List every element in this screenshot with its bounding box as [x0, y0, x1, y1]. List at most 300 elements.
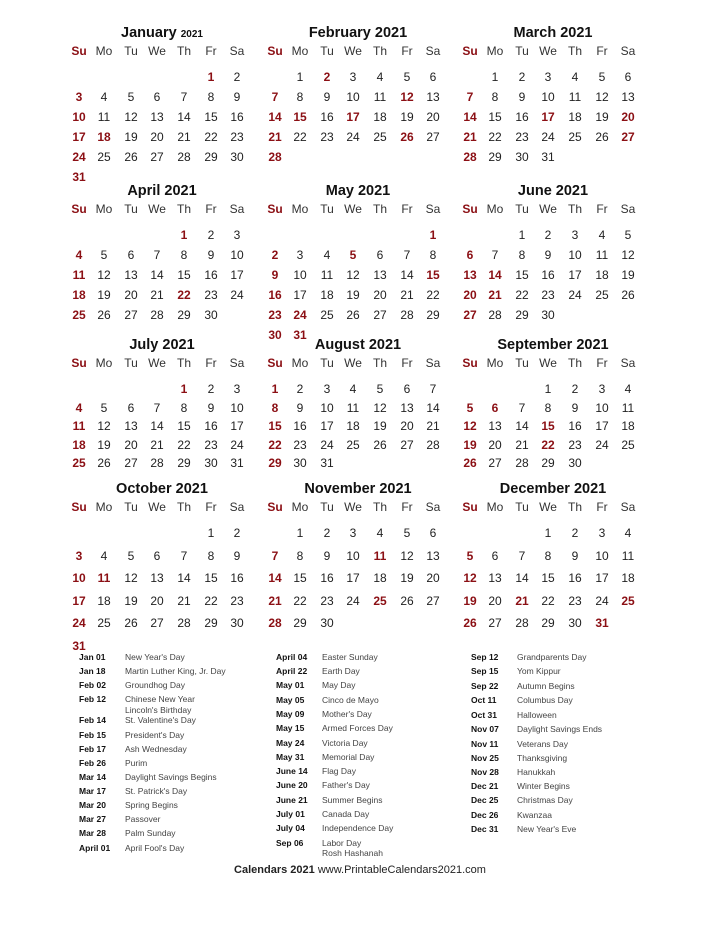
- day-cell: 14: [400, 268, 414, 282]
- day-cell: 11: [320, 268, 334, 282]
- day-cell: 11: [595, 248, 609, 262]
- day-cell: 16: [320, 110, 334, 124]
- day-cell: 24: [72, 150, 86, 164]
- month-name: February: [308, 25, 375, 41]
- day-cell: 15: [515, 268, 529, 282]
- weekday-header: Fr: [205, 500, 217, 514]
- day-cell: 17: [72, 130, 86, 144]
- holiday-date: May 05: [276, 695, 305, 705]
- month-year: 2021: [573, 481, 607, 497]
- day-cell: 16: [568, 419, 582, 434]
- day-cell: 12: [400, 90, 414, 104]
- holiday-name: April Fool's Day: [125, 843, 185, 853]
- day-cell: 29: [204, 150, 218, 164]
- month-name: July: [129, 337, 163, 353]
- weekday-header: Fr: [596, 44, 608, 58]
- day-cell: 7: [180, 90, 188, 104]
- weekday-header: Fr: [596, 500, 608, 514]
- day-cell: 26: [97, 456, 111, 471]
- month-year: 2021: [164, 183, 197, 199]
- day-cell: 3: [75, 90, 83, 104]
- weekday-header: Th: [567, 500, 582, 514]
- day-cell: 4: [75, 400, 83, 415]
- weekday-header: We: [148, 44, 166, 58]
- holiday-name: Hanukkah: [517, 767, 556, 777]
- weekday-header: Mo: [95, 356, 113, 370]
- holiday-name: Martin Luther King, Jr. Day: [125, 666, 226, 676]
- holiday-date: Oct 11: [471, 695, 497, 705]
- day-cell: 14: [515, 419, 529, 434]
- day-cell: 22: [177, 437, 191, 452]
- holiday-date: Sep 06: [276, 838, 304, 848]
- footer-label: Calendars 2021: [234, 864, 315, 876]
- day-cell: 29: [426, 308, 440, 322]
- day-cell: 19: [124, 593, 138, 608]
- day-cell: 11: [373, 90, 387, 104]
- day-cell: 18: [621, 571, 635, 586]
- weekday-header: Th: [567, 356, 582, 370]
- holiday-date: Nov 25: [471, 753, 499, 763]
- weekday-header: Su: [71, 44, 87, 58]
- day-cell: 11: [72, 268, 86, 282]
- day-cell: 6: [624, 70, 632, 84]
- day-cell: 22: [204, 593, 218, 608]
- day-cell: 28: [515, 456, 529, 471]
- day-cell: 16: [230, 571, 244, 586]
- day-cell: 23: [293, 437, 307, 452]
- holiday-name: Earth Day: [322, 666, 360, 676]
- day-cell: 8: [180, 400, 188, 415]
- day-cell: 13: [426, 90, 440, 104]
- day-cell: 15: [488, 110, 502, 124]
- day-cell: 19: [400, 571, 414, 586]
- day-cell: 26: [400, 593, 414, 608]
- weekday-header: Mo: [486, 500, 504, 514]
- day-cell: 17: [293, 288, 307, 302]
- day-cell: 12: [346, 268, 360, 282]
- holiday-name: New Year's Day: [125, 652, 185, 662]
- day-cell: 17: [346, 110, 360, 124]
- day-cell: 10: [541, 90, 555, 104]
- day-cell: 15: [541, 419, 555, 434]
- holiday-name: Spring Begins: [125, 800, 178, 810]
- day-cell: 3: [571, 228, 579, 242]
- day-cell: 28: [488, 308, 502, 322]
- holiday-date: Feb 02: [79, 680, 106, 690]
- weekday-header: Th: [176, 500, 191, 514]
- day-cell: 22: [204, 130, 218, 144]
- day-cell: 5: [624, 228, 632, 242]
- weekday-header: Su: [462, 500, 478, 514]
- weekday-header: We: [148, 356, 166, 370]
- day-cell: 20: [463, 288, 477, 302]
- day-cell: 24: [230, 288, 244, 302]
- day-cell: 23: [230, 130, 244, 144]
- day-cell: 16: [568, 571, 582, 586]
- holiday-name: Ash Wednesday: [125, 744, 187, 754]
- month-year: 2021: [162, 337, 195, 353]
- holiday-date: Nov 28: [471, 767, 499, 777]
- holiday-name: Armed Forces Day: [322, 723, 393, 733]
- weekday-header: Mo: [291, 202, 309, 216]
- day-cell: 6: [429, 526, 437, 540]
- month-title: [463, 183, 643, 199]
- day-cell: 7: [518, 400, 526, 415]
- day-cell: 19: [373, 419, 387, 434]
- weekday-header: Su: [71, 356, 87, 370]
- day-cell: 20: [124, 288, 138, 302]
- holiday-name: Labor Day: [322, 838, 362, 848]
- day-cell: 27: [621, 130, 635, 144]
- weekday-header: Th: [372, 202, 387, 216]
- day-cell: 31: [230, 456, 244, 471]
- holiday-name: Groundhog Day: [125, 680, 186, 690]
- weekday-header: Su: [462, 356, 478, 370]
- day-cell: 8: [296, 90, 304, 104]
- day-cell: 9: [518, 90, 526, 104]
- holiday-date: May 31: [276, 752, 305, 762]
- day-cell: 25: [373, 130, 387, 144]
- holiday-name: Flag Day: [322, 766, 357, 776]
- day-cell: 3: [349, 70, 357, 84]
- day-cell: 18: [72, 288, 86, 302]
- day-cell: 12: [595, 90, 609, 104]
- weekday-header: Tu: [124, 202, 138, 216]
- weekday-header: Sa: [229, 202, 245, 216]
- day-cell: 4: [323, 248, 331, 262]
- weekday-header: Su: [462, 202, 478, 216]
- day-cell: 29: [515, 308, 529, 322]
- day-cell: 3: [544, 70, 552, 84]
- weekday-header: Th: [372, 44, 387, 58]
- weekday-header: Sa: [620, 202, 636, 216]
- day-cell: 22: [177, 288, 191, 302]
- day-cell: 28: [426, 437, 440, 452]
- day-cell: 25: [568, 130, 582, 144]
- day-cell: 23: [320, 593, 334, 608]
- day-cell: 19: [97, 288, 111, 302]
- holiday-date: Dec 25: [471, 795, 499, 805]
- weekday-header: Sa: [229, 44, 245, 58]
- weekday-header: Tu: [320, 202, 334, 216]
- holiday-date: Mar 20: [79, 800, 106, 810]
- month-name: December: [499, 481, 574, 497]
- day-cell: 3: [323, 382, 331, 396]
- holiday-date: Sep 22: [471, 681, 499, 691]
- day-cell: 15: [204, 571, 218, 586]
- weekday-header: Sa: [620, 500, 636, 514]
- day-cell: 29: [293, 616, 307, 631]
- day-cell: 25: [97, 150, 111, 164]
- day-cell: 30: [230, 150, 244, 164]
- day-cell: 27: [463, 308, 477, 322]
- day-cell: 17: [230, 419, 244, 434]
- day-cell: 2: [207, 228, 215, 242]
- holiday-date: July 01: [276, 809, 305, 819]
- day-cell: 8: [180, 248, 188, 262]
- day-cell: 16: [515, 110, 529, 124]
- weekday-header: Th: [567, 44, 582, 58]
- weekday-header: Fr: [401, 500, 413, 514]
- day-cell: 4: [100, 90, 108, 104]
- day-cell: 19: [463, 437, 477, 452]
- holiday-name: Daylight Savings Ends: [517, 724, 603, 734]
- weekday-header: Sa: [620, 44, 636, 58]
- holiday-date: Mar 27: [79, 814, 106, 824]
- day-cell: 6: [127, 248, 135, 262]
- day-cell: 15: [426, 268, 440, 282]
- weekday-header: Mo: [291, 500, 309, 514]
- day-cell: 30: [204, 308, 218, 322]
- day-cell: 10: [320, 400, 334, 415]
- day-cell: 3: [349, 526, 357, 540]
- day-cell: 24: [595, 437, 609, 452]
- holiday-name: Chinese New Year: [125, 694, 195, 704]
- day-cell: 4: [376, 70, 384, 84]
- day-cell: 4: [100, 548, 108, 563]
- day-cell: 2: [233, 70, 241, 84]
- day-cell: 1: [207, 526, 215, 540]
- day-cell: 6: [491, 548, 499, 563]
- holiday-date: June 14: [276, 766, 308, 776]
- day-cell: 29: [541, 616, 555, 631]
- day-cell: 28: [177, 150, 191, 164]
- weekday-header: Tu: [124, 44, 138, 58]
- day-cell: 25: [320, 308, 334, 322]
- day-cell: 21: [515, 437, 529, 452]
- weekday-header: Su: [71, 500, 87, 514]
- day-cell: 13: [150, 571, 164, 586]
- day-cell: 25: [97, 616, 111, 631]
- day-cell: 6: [127, 400, 135, 415]
- day-cell: 13: [488, 419, 502, 434]
- day-cell: 10: [595, 400, 609, 415]
- holiday-name: Christmas Day: [517, 795, 573, 805]
- day-cell: 1: [491, 70, 499, 84]
- holiday-date: Mar 17: [79, 786, 106, 796]
- holiday-name: Summer Begins: [322, 795, 383, 805]
- day-cell: 17: [72, 593, 86, 608]
- month-title: [268, 337, 448, 353]
- holiday-date: July 04: [276, 823, 305, 833]
- day-cell: 27: [150, 150, 164, 164]
- day-cell: 7: [403, 248, 411, 262]
- day-cell: 21: [400, 288, 414, 302]
- weekday-header: Mo: [95, 202, 113, 216]
- weekday-header: Tu: [515, 202, 529, 216]
- day-cell: 24: [230, 437, 244, 452]
- day-cell: 13: [124, 268, 138, 282]
- day-cell: 19: [97, 437, 111, 452]
- weekday-header: We: [344, 44, 362, 58]
- day-cell: 15: [268, 419, 282, 434]
- day-cell: 5: [598, 70, 606, 84]
- day-cell: 12: [621, 248, 635, 262]
- day-cell: 4: [571, 70, 579, 84]
- holiday-name: Thanksgiving: [517, 753, 568, 763]
- day-cell: 1: [429, 228, 437, 242]
- day-cell: 22: [515, 288, 529, 302]
- month-year: 2021: [180, 29, 203, 40]
- day-cell: 13: [373, 268, 387, 282]
- holiday-name: Kwanzaa: [517, 810, 552, 820]
- weekday-header: Th: [176, 44, 191, 58]
- day-cell: 11: [373, 548, 387, 563]
- day-cell: 7: [271, 548, 279, 563]
- day-cell: 19: [400, 110, 414, 124]
- day-cell: 30: [568, 456, 582, 471]
- day-cell: 31: [320, 456, 334, 471]
- holiday-date: Feb 15: [79, 730, 106, 740]
- day-cell: 14: [268, 110, 282, 124]
- day-cell: 18: [72, 437, 86, 452]
- weekday-header: Fr: [205, 356, 217, 370]
- holiday-date: Feb 26: [79, 758, 106, 768]
- day-cell: 18: [621, 419, 635, 434]
- day-cell: 7: [466, 90, 474, 104]
- footer-url: www.PrintableCalendars2021.com: [317, 864, 486, 876]
- day-cell: 20: [150, 130, 164, 144]
- day-cell: 14: [150, 419, 164, 434]
- day-cell: 18: [320, 288, 334, 302]
- day-cell: 20: [150, 593, 164, 608]
- holiday-name: Winter Begins: [517, 781, 570, 791]
- day-cell: 16: [268, 288, 282, 302]
- weekday-header: Tu: [320, 44, 334, 58]
- day-cell: 12: [400, 548, 414, 563]
- holiday-name: Rosh Hashanah: [322, 848, 383, 858]
- weekday-header: Fr: [401, 356, 413, 370]
- day-cell: 21: [150, 437, 164, 452]
- day-cell: 14: [177, 110, 191, 124]
- day-cell: 12: [124, 571, 138, 586]
- day-cell: 24: [541, 130, 555, 144]
- day-cell: 10: [72, 571, 86, 586]
- month-title: [268, 481, 448, 497]
- day-cell: 29: [488, 150, 502, 164]
- day-cell: 18: [595, 268, 609, 282]
- day-cell: 10: [230, 400, 244, 415]
- weekday-header: We: [148, 202, 166, 216]
- holiday-name: May Day: [322, 680, 356, 690]
- day-cell: 25: [346, 437, 360, 452]
- day-cell: 12: [124, 110, 138, 124]
- day-cell: 10: [346, 548, 360, 563]
- day-cell: 30: [515, 150, 529, 164]
- month-title: [72, 337, 252, 353]
- day-cell: 27: [426, 593, 440, 608]
- day-cell: 23: [204, 437, 218, 452]
- day-cell: 10: [293, 268, 307, 282]
- day-cell: 8: [296, 548, 304, 563]
- weekday-header: Su: [267, 202, 283, 216]
- holiday-date: June 20: [276, 780, 308, 790]
- holiday-date: Nov 07: [471, 724, 499, 734]
- day-cell: 13: [488, 571, 502, 586]
- day-cell: 5: [127, 548, 135, 563]
- weekday-header: Fr: [205, 202, 217, 216]
- day-cell: 18: [346, 419, 360, 434]
- weekday-header: Sa: [229, 500, 245, 514]
- weekday-header: Th: [176, 202, 191, 216]
- day-cell: 24: [346, 130, 360, 144]
- day-cell: 15: [204, 110, 218, 124]
- day-cell: 11: [72, 419, 86, 434]
- day-cell: 1: [180, 228, 188, 242]
- month-year: 2021: [368, 337, 402, 353]
- day-cell: 18: [97, 130, 111, 144]
- weekday-header: Su: [71, 202, 87, 216]
- day-cell: 20: [488, 437, 502, 452]
- day-cell: 19: [124, 130, 138, 144]
- holiday-date: Mar 28: [79, 828, 106, 838]
- day-cell: 22: [293, 130, 307, 144]
- holiday-date: Dec 26: [471, 810, 499, 820]
- day-cell: 18: [568, 110, 582, 124]
- day-cell: 26: [400, 130, 414, 144]
- day-cell: 2: [571, 382, 579, 396]
- weekday-header: Th: [176, 356, 191, 370]
- day-cell: 15: [293, 110, 307, 124]
- weekday-header: Sa: [229, 356, 245, 370]
- month-title: [268, 183, 448, 199]
- month-year: 2021: [175, 481, 208, 497]
- day-cell: 7: [429, 382, 437, 396]
- day-cell: 12: [463, 419, 477, 434]
- holiday-date: June 21: [276, 795, 308, 805]
- day-cell: 17: [595, 571, 609, 586]
- day-cell: 17: [230, 268, 244, 282]
- holiday-name: Cinco de Mayo: [322, 695, 379, 705]
- weekday-header: We: [539, 44, 557, 58]
- weekday-header: Sa: [425, 44, 441, 58]
- day-cell: 16: [204, 419, 218, 434]
- holiday-name: Halloween: [517, 710, 557, 720]
- day-cell: 21: [463, 130, 477, 144]
- day-cell: 22: [426, 288, 440, 302]
- day-cell: 15: [541, 571, 555, 586]
- day-cell: 9: [233, 548, 241, 563]
- day-cell: 21: [268, 593, 282, 608]
- day-cell: 11: [568, 90, 582, 104]
- day-cell: 21: [515, 593, 529, 608]
- holiday-date: Feb 14: [79, 715, 106, 725]
- day-cell: 6: [466, 248, 474, 262]
- day-cell: 27: [488, 456, 502, 471]
- weekday-header: Tu: [124, 500, 138, 514]
- weekday-header: Mo: [486, 356, 504, 370]
- day-cell: 25: [621, 437, 635, 452]
- day-cell: 14: [488, 268, 502, 282]
- day-cell: 21: [488, 288, 502, 302]
- day-cell: 27: [124, 308, 138, 322]
- weekday-header: Th: [372, 356, 387, 370]
- month-name: June: [517, 183, 556, 199]
- weekday-header: Tu: [320, 356, 334, 370]
- day-cell: 29: [177, 456, 191, 471]
- day-cell: 17: [568, 268, 582, 282]
- holiday-date: Sep 12: [471, 652, 499, 662]
- holiday-name: Father's Day: [322, 780, 370, 790]
- day-cell: 25: [595, 288, 609, 302]
- day-cell: 8: [544, 400, 552, 415]
- day-cell: 20: [621, 110, 635, 124]
- day-cell: 27: [400, 437, 414, 452]
- holiday-date: May 09: [276, 709, 305, 719]
- day-cell: 20: [426, 110, 440, 124]
- day-cell: 24: [568, 288, 582, 302]
- day-cell: 10: [568, 248, 582, 262]
